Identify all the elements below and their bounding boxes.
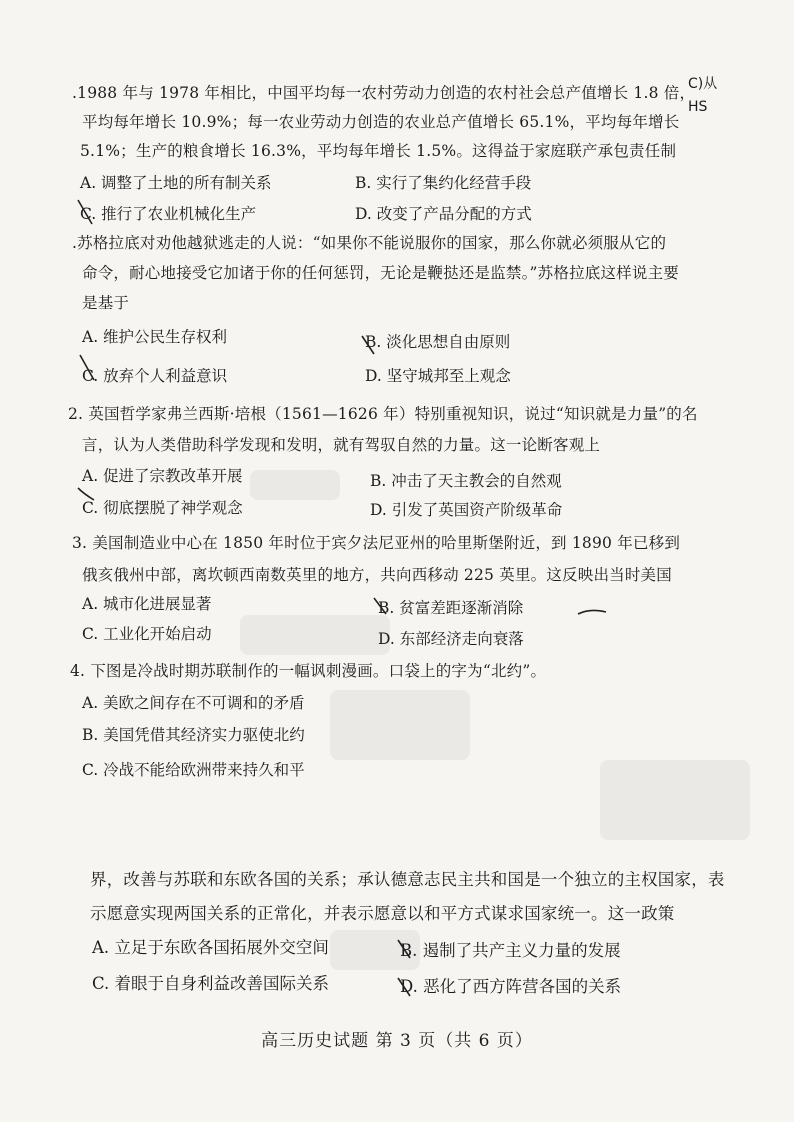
q6-option-b: B. 遏制了共产主义力量的发展 xyxy=(400,941,621,960)
page-footer: 高三历史试题 第 3 页（共 6 页） xyxy=(261,1031,533,1051)
q3-stem-line-2: 言，认为人类借助科学发现和发明，就有驾驭自然的力量。这一论断客观上 xyxy=(82,436,601,454)
q2-option-a: A. 维护公民生存权利 xyxy=(82,328,228,346)
pen-slash-mark xyxy=(374,598,386,614)
q4-option-b: B. 贫富差距逐渐消除 xyxy=(378,599,524,617)
q1-option-b: B. 实行了集约化经营手段 xyxy=(355,174,532,192)
q4-stem-line-2: 俄亥俄州中部，离坎顿西南数英里的地方，共向西移动 225 英里。这反映出当时美国 xyxy=(82,566,672,584)
q6-stem-line-2: 示愿意实现两国关系的正常化，并表示愿意以和平方式谋求国家统一。这一政策 xyxy=(90,904,675,923)
q4-option-d: D. 东部经济走向衰落 xyxy=(378,630,524,648)
q1-stem-line-3: 5.1%；生产的粮食增长 16.3%，平均每年增长 1.5%。这得益于家庭联产承包责任制 xyxy=(80,142,677,160)
q3-stem-line-1: 2. 英国哲学家弗兰西斯·培根（1561—1626 年）特别重视知识，说过“知识就是力量”的名 xyxy=(68,405,698,423)
q2-stem-line-1: .苏格拉底对劝他越狱逃走的人说：“如果你不能说服你的国家，那么你就必须服从它的 xyxy=(72,234,667,252)
pen-slash-mark xyxy=(362,336,374,354)
q5-stem-line-1: 4. 下图是冷战时期苏联制作的一幅讽刺漫画。口袋上的字为“北约”。 xyxy=(70,662,547,680)
q1-option-c: C. 推行了农业机械化生产 xyxy=(80,205,257,223)
q5-option-b: B. 美国凭借其经济实力驱使北约 xyxy=(82,726,305,744)
pen-slash-mark xyxy=(78,200,92,224)
q4-stem-line-1: 3. 美国制造业中心在 1850 年时位于宾夕法尼亚州的哈里斯堡附近，到 1890 年已移到 xyxy=(72,534,681,552)
edge-text-1: C)从 xyxy=(688,76,718,92)
q2-option-d: D. 坚守城邦至上观念 xyxy=(365,367,511,385)
q2-option-c: C. 放弃个人利益意识 xyxy=(82,367,228,385)
pen-slash-mark xyxy=(78,488,94,500)
q1-option-a: A. 调整了土地的所有制关系 xyxy=(80,174,272,192)
q3-option-a: A. 促进了宗教改革开展 xyxy=(82,467,243,485)
q5-option-c: C. 冷战不能给欧洲带来持久和平 xyxy=(82,761,305,779)
q4-option-c: C. 工业化开始启动 xyxy=(82,625,212,643)
pen-slash-mark xyxy=(398,978,410,996)
edge-text-2: HS xyxy=(688,99,708,115)
pen-slash-mark xyxy=(80,355,94,380)
q2-option-b: B. 淡化思想自由原则 xyxy=(365,333,511,351)
q3-option-d: D. 引发了英国资产阶级革命 xyxy=(370,501,563,519)
q4-option-a: A. 城市化进展显著 xyxy=(82,595,212,613)
q2-stem-line-2: 命令，耐心地接受它加诸于你的任何惩罚，无论是鞭挞还是监禁。”苏格拉底这样说主要 xyxy=(82,264,679,282)
q3-option-b: B. 冲击了天主教会的自然观 xyxy=(370,472,562,490)
q6-stem-line-1: 界，改善与苏联和东欧各国的关系；承认德意志民主共和国是一个独立的主权国家，表 xyxy=(90,870,725,889)
pen-slash-mark xyxy=(398,940,410,958)
q1-option-d: D. 改变了产品分配的方式 xyxy=(355,205,532,223)
q1-stem-line-2: 平均每年增长 10.9%；每一农业劳动力创造的农业总产值增长 65.1%，平均每年增长 xyxy=(82,113,680,131)
q6-option-a: A. 立足于东欧各国拓展外交空间 xyxy=(92,938,329,957)
pen-dash-mark xyxy=(578,610,606,614)
q1-stem-line-1: .1988 年与 1978 年相比，中国平均每一农村劳动力创造的农村社会总产值增长 1.8 倍， xyxy=(72,84,696,102)
q2-stem-line-3: 是基于 xyxy=(82,294,130,312)
q6-option-d: D. 恶化了西方阵营各国的关系 xyxy=(400,977,622,996)
q3-option-c: C. 彻底摆脱了神学观念 xyxy=(82,499,243,517)
q6-option-c: C. 着眼于自身利益改善国际关系 xyxy=(92,974,330,993)
q5-option-a: A. 美欧之间存在不可调和的矛盾 xyxy=(82,694,305,712)
